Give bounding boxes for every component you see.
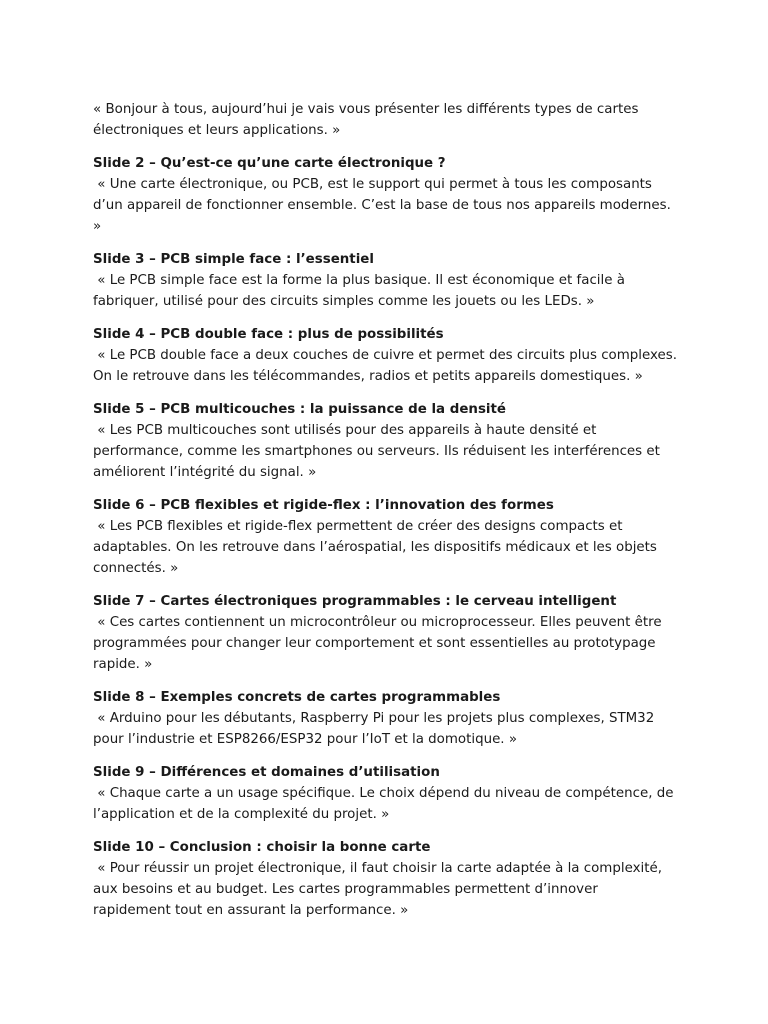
slide-4-section (93, 324, 682, 387)
slide-10-title: Slide 10 – Conclusion : choisir la bonne carte (93, 840, 431, 855)
slide-6-body: « Les PCB flexibles et rigide-flex permettent de créer des designs compacts et adaptables. On les retrouve dans l’aérospatial, les dispositifs médicaux et les objets connectés. » (93, 519, 662, 576)
slide-4-title: Slide 4 – PCB double face : plus de possibilités (93, 327, 444, 342)
slide-2-title: Slide 2 – Qu’est-ce qu’une carte électronique ? (93, 156, 446, 171)
slide-3-title: Slide 3 – PCB simple face : l’essentiel (93, 252, 374, 267)
slide-8-title: Slide 8 – Exemples concrets de cartes programmables (93, 690, 501, 705)
slide-6-title: Slide 6 – PCB flexibles et rigide-flex : l’innovation des formes (93, 498, 554, 513)
slide-9-section (93, 762, 678, 825)
slide-8-body: « Arduino pour les débutants, Raspberry Pi pour les projets plus complexes, STM32 pour l’industrie et ESP8266/ESP32 pour l’IoT et la domotique. » (93, 711, 659, 747)
slide-3-body: « Le PCB simple face est la forme la plus basique. Il est économique et facile à fabriquer, utilisé pour des circuits simples comme les jouets ou les LEDs. » (93, 273, 630, 309)
slide-2-section (93, 153, 678, 237)
slide-10-section (93, 837, 678, 921)
slide-5-section (93, 399, 678, 483)
slide-7-section (93, 591, 678, 675)
slide-9-title: Slide 9 – Différences et domaines d’utilisation (93, 765, 440, 780)
slide-2-body: « Une carte électronique, ou PCB, est le support qui permet à tous les composants d’un appareil de fonctionner ensemble. C’est la base de tous nos appareils modernes. » (93, 177, 676, 234)
document-page (93, 99, 682, 933)
slide-7-title: Slide 7 – Cartes électroniques programmables : le cerveau intelligent (93, 594, 617, 609)
slide-6-section (93, 495, 678, 579)
intro-paragraph: « Bonjour à tous, aujourd’hui je vais vous présenter les différents types de cartes électroniques et leurs applications. » (93, 102, 643, 138)
slide-3-section (93, 249, 678, 312)
slide-7-body: « Ces cartes contiennent un microcontrôleur ou microprocesseur. Elles peuvent être programmées pour changer leur comportement et sont essentielles au prototypage rapide. » (93, 615, 666, 672)
slide-4-body: « Le PCB double face a deux couches de cuivre et permet des circuits plus complexes. On le retrouve dans les télécommandes, radios et petits appareils domestiques. » (93, 348, 682, 384)
slide-5-body: « Les PCB multicouches sont utilisés pour des appareils à haute densité et performance, comme les smartphones ou serveurs. Ils réduisent les interférences et améliorent l’intégrité du signal. » (93, 423, 665, 480)
slide-8-section (93, 687, 678, 750)
slide-10-body: « Pour réussir un projet électronique, il faut choisir la carte adaptée à la complexité, aux besoins et au budget. Les cartes programmables permettent d’innover rapidement tout en assurant la performance. » (93, 861, 667, 918)
slide-9-body: « Chaque carte a un usage spécifique. Le choix dépend du niveau de compétence, de l’application et de la complexité du projet. » (93, 786, 678, 822)
slide-5-title: Slide 5 – PCB multicouches : la puissance de la densité (93, 402, 506, 417)
